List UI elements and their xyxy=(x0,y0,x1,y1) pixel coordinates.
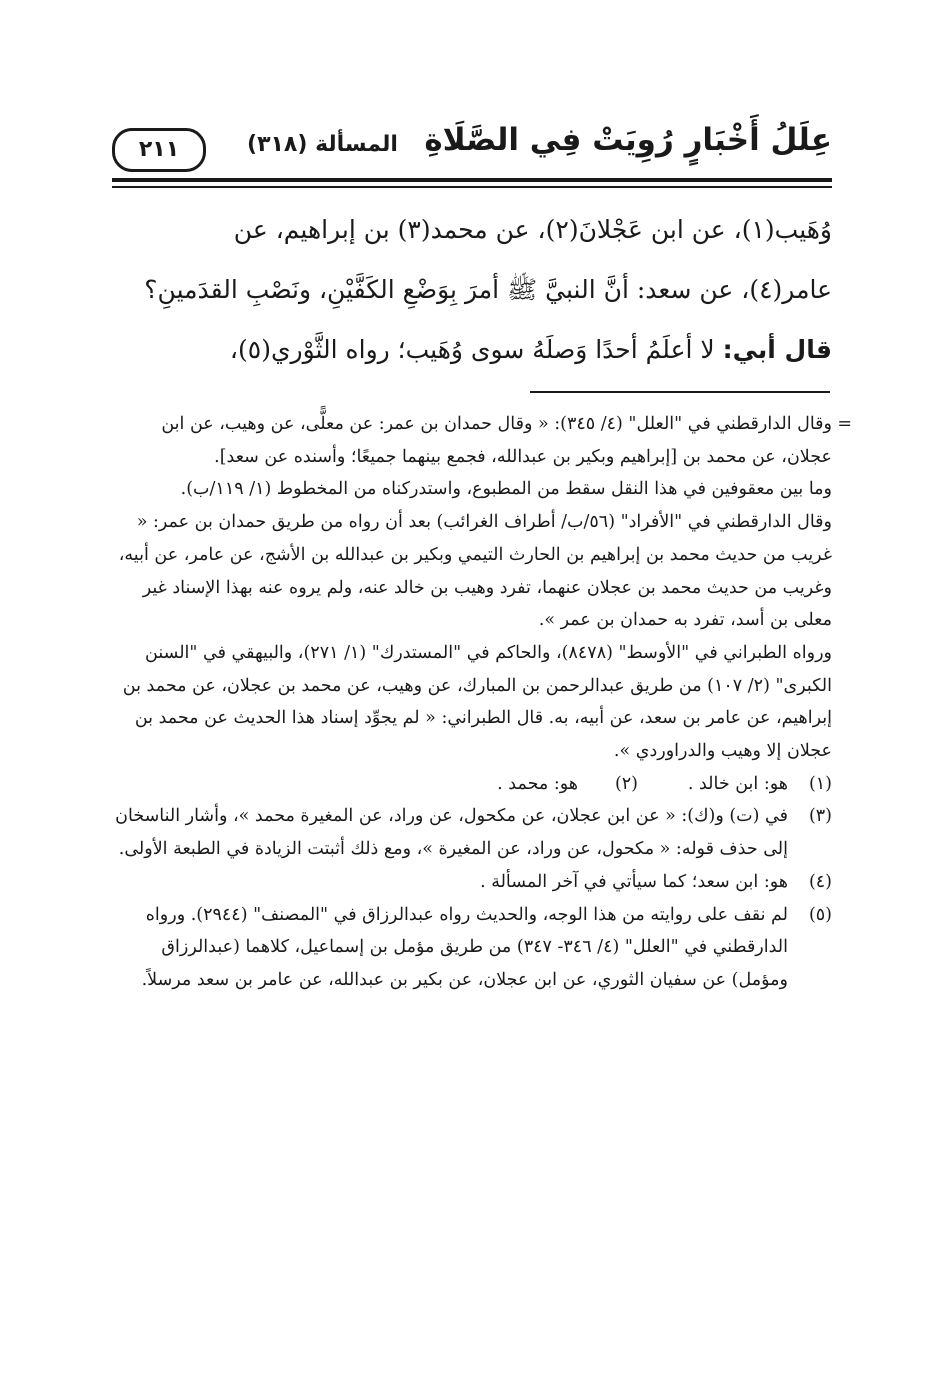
footnote-paragraph: ورواه الطبراني في "الأوسط" (٨٤٧٨)، والحاكم في "المستدرك" (١/ ٢٧١)، والبيهقي في "السنن الكبرى" (٢/ ١٠٧) من طريق عبدالرحمن بن المبارك، عن وهيب، عن محمد بن عجلان، عن محمد بن إبراهيم، عن عامر بن سعد، عن أبيه، به. قال الطبراني: « لم يجوِّد إسناد هذا الحديث عن محمد بن عجلان إلا وهيب والدراوردي ». xyxy=(122,642,832,762)
continuation-mark: = xyxy=(837,414,852,434)
footnote-number: (٥) xyxy=(808,904,832,925)
footnote-number: (٣) xyxy=(808,806,832,827)
footnote-1-2 xyxy=(112,768,832,801)
footnote-paragraph: وقال الدارقطني في "العلل" (٤/ ٣٤٥): « وقال حمدان بن عمر: عن معلًّى، عن وهيب، عن ابن عجلان، عن محمد بن [إبراهيم وبكير بن عبدالله، فجمع بينهما جميعًا؛ وأسنده عن سعد]. xyxy=(161,414,832,467)
footnote-separator xyxy=(530,391,830,393)
header-rule-thin xyxy=(112,186,832,188)
footnote-text: لم نقف على روايته من هذا الوجه، والحديث رواه عبدالرزاق في "المصنف" (٢٩٤٤). ورواه الدارقطني في "العلل" (٤/ ٣٤٦- ٣٤٧) من طريق مؤمل بن إسماعيل، كلاهما (عبدالرزاق ومؤمل) عن سفيان الثوري، عن ابن عجلان، عن بكير بن عبدالله، عن عامر بن سعد مرسلاً. xyxy=(141,904,788,990)
footnote-text: هو: ابن خالد . xyxy=(687,773,788,794)
footnote-5 xyxy=(112,899,832,997)
header-rule-thick xyxy=(112,178,832,182)
footnote-3 xyxy=(112,800,832,865)
book-title: عِلَلُ أَخْبَارٍ رُوِيَتْ فِي الصَّلَاةِ xyxy=(424,122,832,158)
footnote-paragraph: وقال الدارقطني في "الأفراد" (٥٦/ب/ أطراف الغرائب) بعد أن رواه من طريق حمدان بن عمر: « غريب من حديث محمد بن إبراهيم بن الحارث التيمي وبكير بن عبدالله بن الأشج، عن عامر، عن أبيه، وغريب من حديث محمد بن عجلان عنهما، تفرد وهيب بن خالد عنه، ولم يروه عنه بهذا الإسناد غير معلى بن أسد، تفرد به حمدان بن عمر ». xyxy=(118,512,832,631)
footnotes xyxy=(112,408,852,997)
speaker-label: قال أبي: xyxy=(722,335,832,364)
page-header xyxy=(112,118,832,178)
main-line: وُهَيب(١)، عن ابن عَجْلانَ(٢)، عن محمد(٣) بن إبراهيم، عن xyxy=(233,215,832,244)
issue-label: المسألة (٣١٨) xyxy=(247,132,398,157)
footnote-number: (١) xyxy=(808,773,832,794)
footnote-4 xyxy=(112,866,832,899)
footnote-number: (٢) xyxy=(614,773,638,794)
footnote-paragraph: وما بين معقوفين في هذا النقل سقط من المطبوع، واستدركناه من المخطوط (١/ ١١٩/ب). xyxy=(180,479,832,500)
main-line: عامر(٤)، عن سعد: أنَّ النبيَّ ﷺ أمرَ بِوَضْعِ الكَفَّيْنِ، ونَصْبِ القدَمينِ؟ xyxy=(144,275,832,304)
main-line-rest: لا أعلَمُ أحدًا وَصلَهُ سوى وُهَيب؛ رواه الثَّوْري(٥)، xyxy=(229,335,715,364)
footnote-text: هو: محمد . xyxy=(497,773,578,794)
footnote-continuation xyxy=(112,408,852,768)
footnote-text: هو: ابن سعد؛ كما سيأتي في آخر المسألة . xyxy=(480,871,788,892)
main-text xyxy=(112,200,832,380)
page-number: ٢١١ xyxy=(112,128,206,172)
main-line xyxy=(112,320,832,380)
footnote-number: (٤) xyxy=(808,871,832,892)
footnote-text: في (ت) و(ك): « عن ابن عجلان، عن مكحول، عن وراد، عن المغيرة محمد »، وأشار الناسخان إلى حذف قوله: « مكحول، عن وراد، عن المغيرة »، ومع ذلك أثبتت الزيادة في الطبعة الأولى. xyxy=(115,806,788,860)
